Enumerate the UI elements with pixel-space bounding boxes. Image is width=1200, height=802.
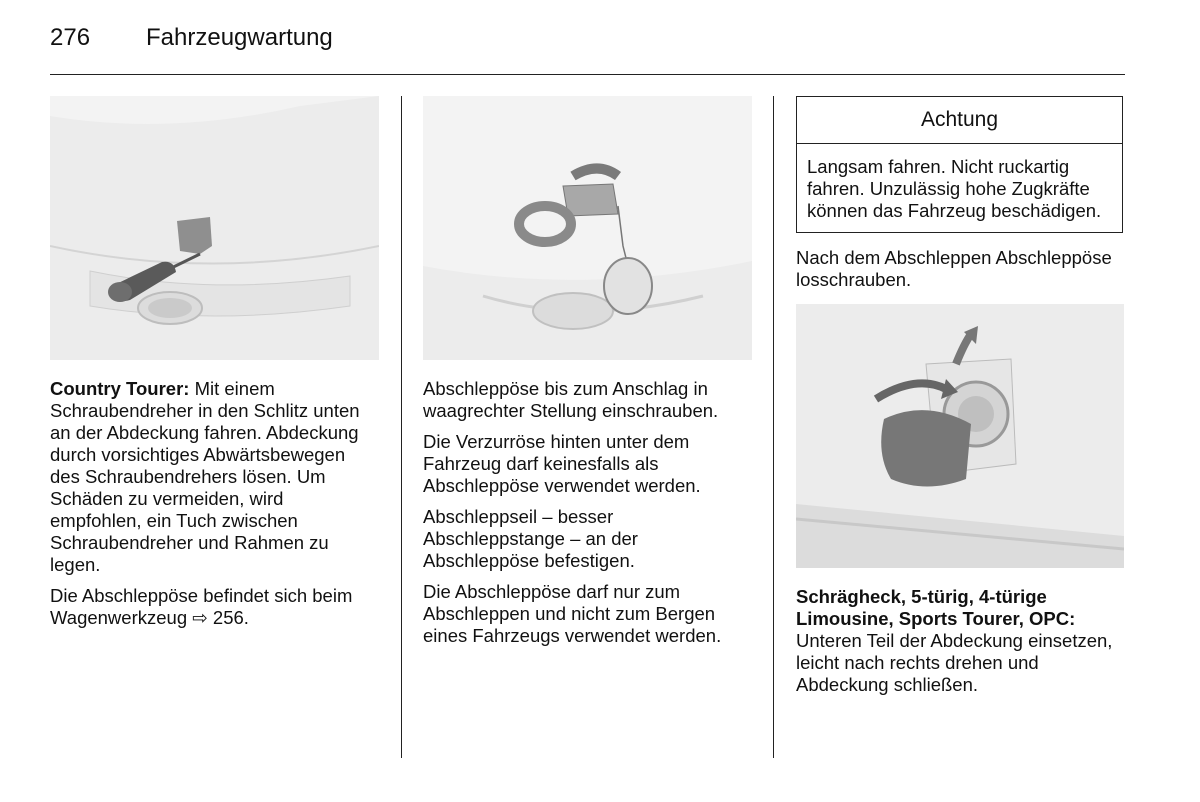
cover-insert-rotate-illustration [796,304,1124,568]
paragraph: Abschleppöse bis zum Anschlag in waagrechter Stellung einschrauben. [423,378,719,421]
paragraph [50,585,378,629]
header-rule [50,74,1125,75]
column-2 [423,96,751,656]
paragraph-text: Unteren Teil der Abdeckung einsetzen, leicht nach rechts drehen und Abdeckung schließen. [796,630,1113,695]
paragraph: Die Verzurröse hinten unter dem Fahrzeug darf keinesfalls als Abschleppöse verwendet werden. [423,431,701,496]
warning-title: Achtung [797,97,1122,144]
bold-label: Country Tourer: [50,378,190,399]
screwdriver-removing-cover-illustration [50,96,379,360]
paragraph: Die Abschleppöse darf nur zum Abschleppen und nicht zum Bergen eines Fahrzeugs verwendet werden. [423,581,722,646]
bold-label: Schrägheck, 5-türig, 4-türige Limousine, Sports Tourer, OPC: [796,586,1076,629]
paragraph-text: Die Abschleppöse befindet sich beim Wagenwerkzeug [50,585,353,628]
column-divider [401,96,402,758]
page-number: 276 [50,24,91,51]
paragraph [796,586,1124,696]
column-1 [50,96,378,638]
paragraph-text: Mit einem Schraubendreher in den Schlitz unten an der Abdeckung fahren. Abdeckung durch vorsichtiges Abwärtsbewegen des Schraubendrehers lösen. Um Schäden zu vermeiden, wird empfohlen, ein Tuch zwischen Schraubendreher und Rahmen zu legen. [50,378,360,575]
towing-eye-screw-in-illustration [423,96,752,360]
page-reference-icon: ⇨ [192,607,208,628]
page-header [50,24,333,60]
paragraph [50,378,378,576]
warning-box [796,96,1123,233]
page-title: Fahrzeugwartung [146,24,333,51]
paragraph: Abschleppseil – besser Abschleppstange – an der Abschleppöse befestigen. [423,506,638,571]
page-reference[interactable]: 256. [207,607,249,628]
paragraph: Nach dem Abschleppen Abschleppöse losschrauben. [796,247,1112,290]
column-3 [796,96,1124,705]
column-divider [773,96,774,758]
warning-text: Langsam fahren. Nicht ruckartig fahren. Unzulässig hohe Zugkräfte können das Fahrzeug beschädigen. [807,156,1102,221]
